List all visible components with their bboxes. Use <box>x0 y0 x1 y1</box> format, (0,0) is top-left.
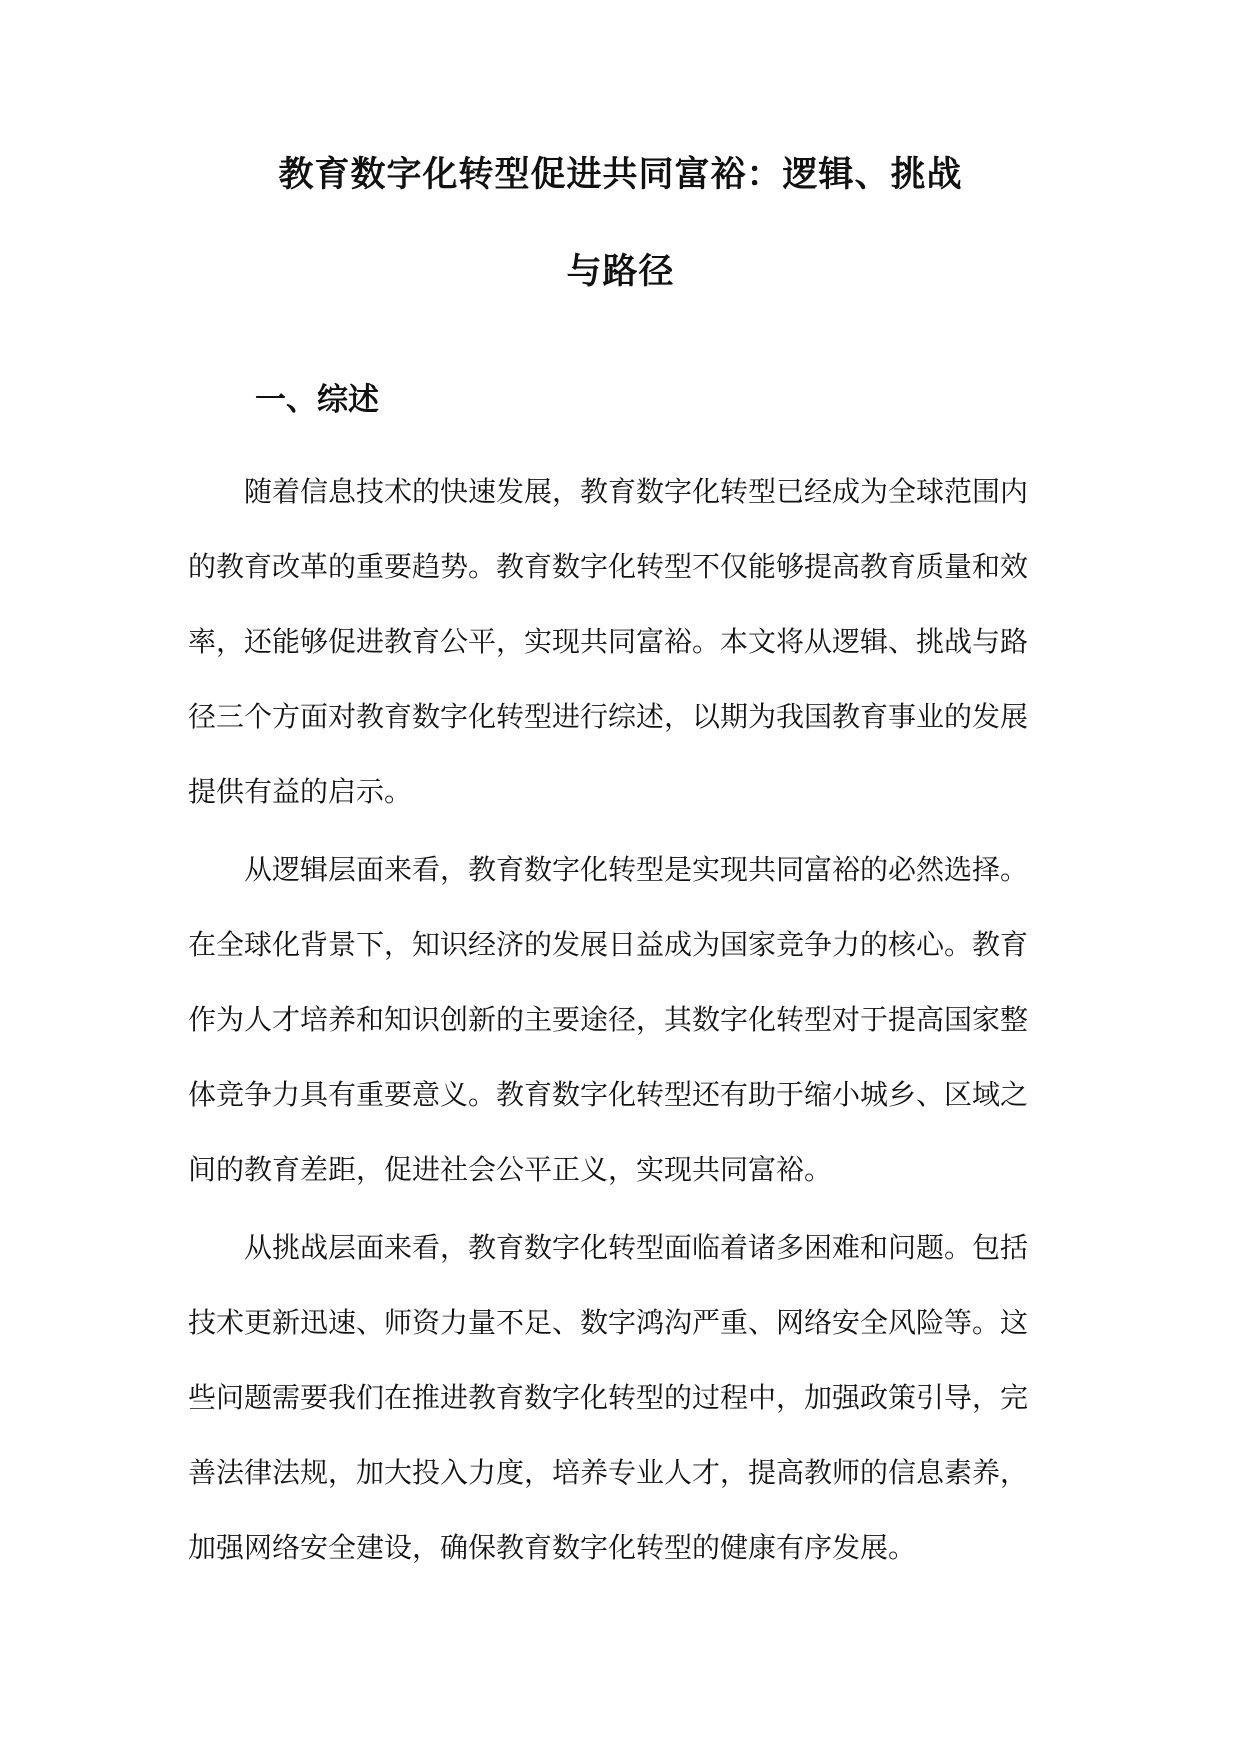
paragraph-line: 作为人才培养和知识创新的主要途径，其数字化转型对于提高国家整 <box>188 1003 1029 1036</box>
paragraph-line: 技术更新迅速、师资力量不足、数字鸿沟严重、网络安全风险等。这 <box>188 1306 1029 1339</box>
paragraph-line: 间的教育差距，促进社会公平正义，实现共同富裕。 <box>188 1153 833 1186</box>
paragraph-line: 随着信息技术的快速发展，教育数字化转型已经成为全球范围内 <box>244 475 1029 508</box>
paragraph-line: 些问题需要我们在推进教育数字化转型的过程中，加强政策引导，完 <box>188 1381 1029 1414</box>
paragraph-line: 从挑战层面来看，教育数字化转型面临着诸多困难和问题。包括 <box>244 1231 1029 1264</box>
paragraph-line: 在全球化背景下，知识经济的发展日益成为国家竞争力的核心。教育 <box>188 928 1029 961</box>
paragraph-line: 的教育改革的重要趋势。教育数字化转型不仅能够提高教育质量和效 <box>188 550 1029 583</box>
document-title-line-1: 教育数字化转型促进共同富裕：逻辑、挑战 <box>278 155 963 195</box>
section-heading: 一、综述 <box>255 382 379 418</box>
paragraph-line: 从逻辑层面来看，教育数字化转型是实现共同富裕的必然选择。 <box>244 853 1029 886</box>
document-title-line-2: 与路径 <box>566 252 675 292</box>
paragraph-line: 提供有益的启示。 <box>188 775 413 808</box>
paragraph-line: 善法律法规，加大投入力度，培养专业人才，提高教师的信息素养， <box>188 1456 1029 1489</box>
paragraph-line: 率，还能够促进教育公平，实现共同富裕。本文将从逻辑、挑战与路 <box>188 625 1029 658</box>
paragraph-line: 体竞争力具有重要意义。教育数字化转型还有助于缩小城乡、区域之 <box>188 1078 1029 1111</box>
paragraph-line: 加强网络安全建设，确保教育数字化转型的健康有序发展。 <box>188 1531 917 1564</box>
paragraph-line: 径三个方面对教育数字化转型进行综述，以期为我国教育事业的发展 <box>188 700 1029 733</box>
paragraph-2 <box>188 832 1068 1207</box>
paragraph-1 <box>188 454 1068 829</box>
paragraph-3 <box>188 1210 1068 1585</box>
